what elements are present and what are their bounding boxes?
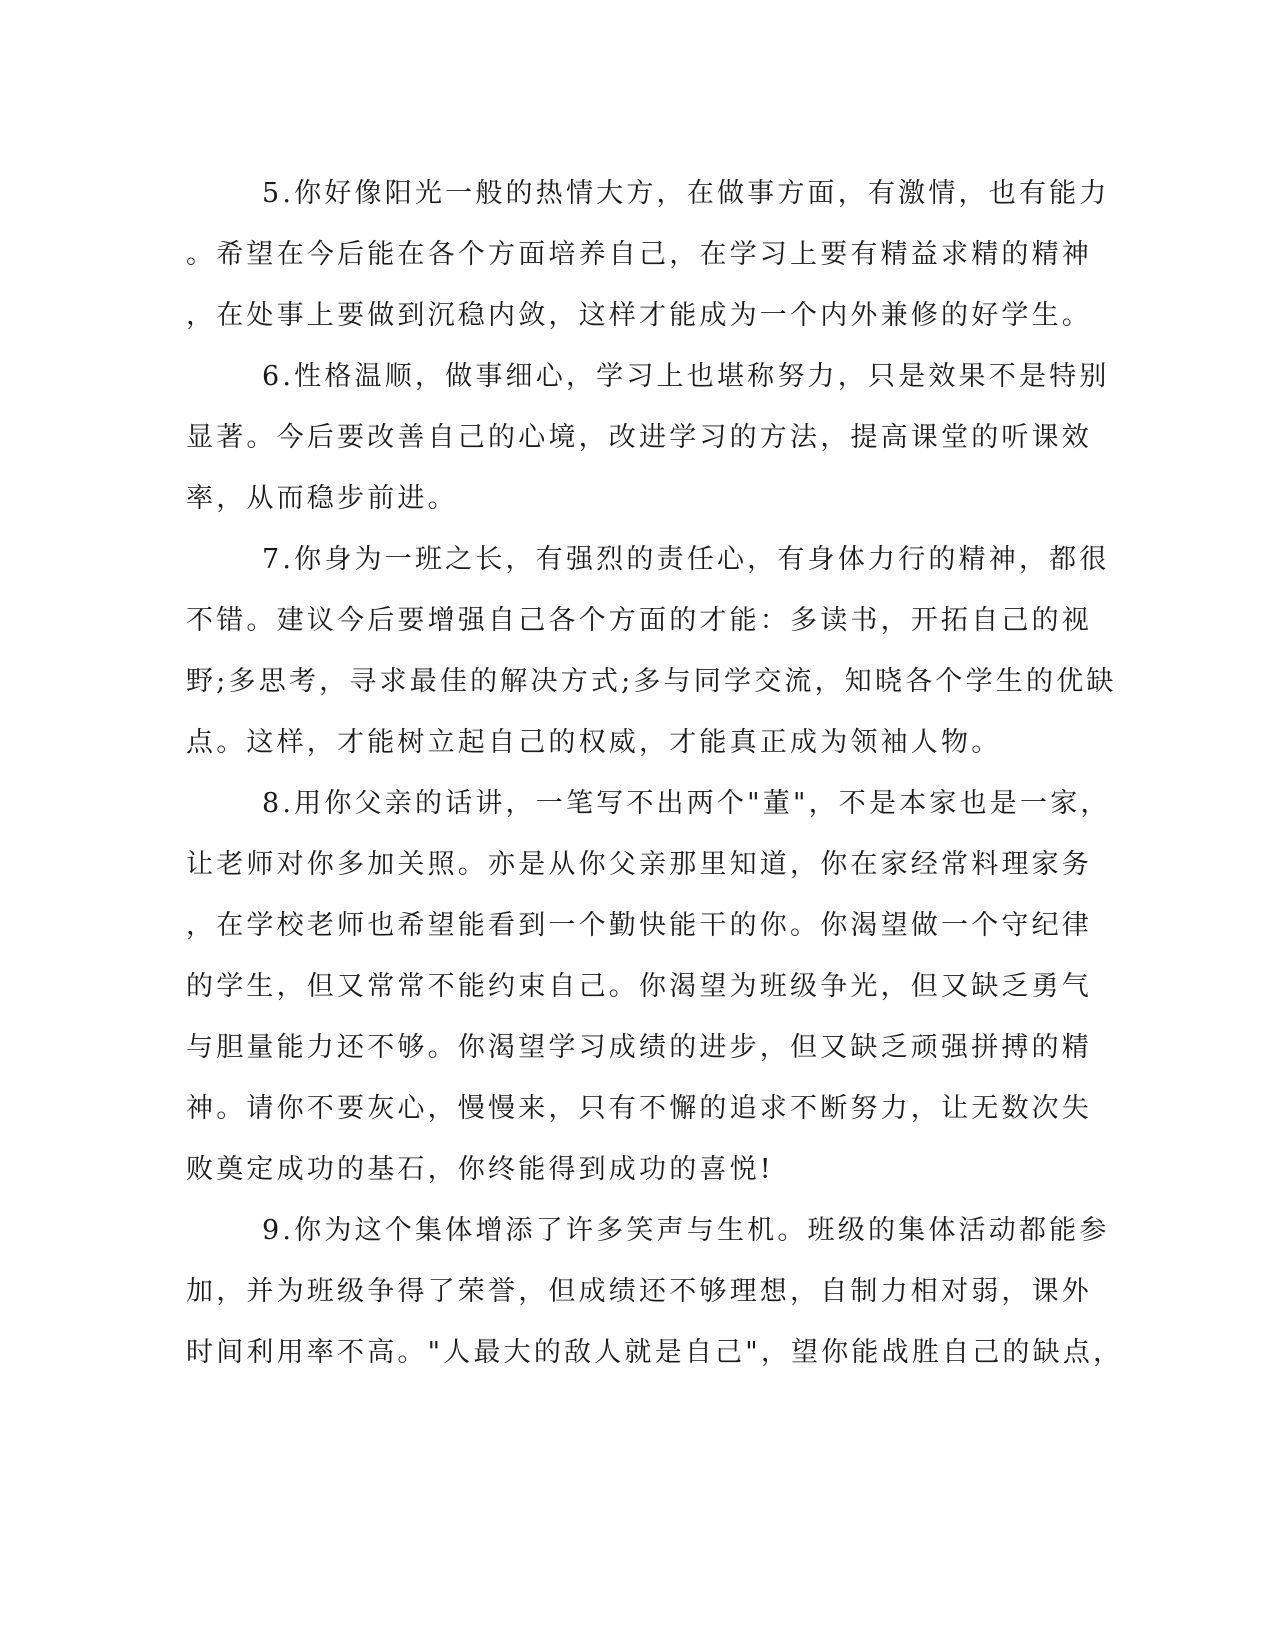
- text-line: 神。请你不要灰心，慢慢来，只有不懈的追求不断努力，让无数次失: [186, 1093, 1092, 1124]
- text-line: 5.你好像阳光一般的热情大方，在做事方面，有激情，也有能力: [262, 178, 1110, 209]
- text-line: 的学生，但又常常不能约束自己。你渴望为班级争光，但又缺乏勇气: [186, 971, 1092, 1002]
- paragraph-7: [186, 529, 1117, 773]
- text-line: 率，从而稳步前进。: [186, 483, 458, 514]
- text-line: ，在学校老师也希望能看到一个勤快能干的你。你渴望做一个守纪律: [186, 910, 1092, 941]
- text-line: 野;多思考，寻求最佳的解决方式;多与同学交流，知晓各个学生的优缺: [186, 666, 1117, 697]
- text-line: 让老师对你多加关照。亦是从你父亲那里知道，你在家经常料理家务: [186, 849, 1092, 880]
- text-line: 与胆量能力还不够。你渴望学习成绩的进步，但又缺乏顽强拼搏的精: [186, 1032, 1092, 1063]
- text-line: 加，并为班级争得了荣誉，但成绩还不够理想，自制力相对弱，课外: [186, 1276, 1092, 1307]
- paragraph-5: [186, 163, 1110, 346]
- text-line: 败奠定成功的基石，你终能得到成功的喜悦!: [186, 1154, 774, 1185]
- text-line: ，在处事上要做到沉稳内敛，这样才能成为一个内外兼修的好学生。: [186, 300, 1092, 331]
- text-line: 不错。建议今后要增强自己各个方面的才能：多读书，开拓自己的视: [186, 605, 1092, 636]
- document-body: [186, 163, 1124, 1383]
- text-line: 7.你身为一班之长，有强烈的责任心，有身体力行的精神，都很: [262, 544, 1110, 575]
- text-line: 点。这样，才能树立起自己的权威，才能真正成为领袖人物。: [186, 727, 1002, 758]
- paragraph-8: [186, 773, 1111, 1200]
- text-line: 8.用你父亲的话讲，一笔写不出两个"董"，不是本家也是一家，: [262, 788, 1111, 819]
- text-line: 时间利用率不高。"人最大的敌人就是自己"，望你能战胜自己的缺点，: [186, 1337, 1124, 1368]
- paragraph-6: [186, 346, 1110, 529]
- text-line: 6.性格温顺，做事细心，学习上也堪称努力，只是效果不是特别: [262, 361, 1110, 392]
- paragraph-9: [186, 1200, 1124, 1383]
- text-line: 显著。今后要改善自己的心境，改进学习的方法，提高课堂的听课效: [186, 422, 1092, 453]
- text-line: 。希望在今后能在各个方面培养自己，在学习上要有精益求精的精神: [186, 239, 1092, 270]
- text-line: 9.你为这个集体增添了许多笑声与生机。班级的集体活动都能参: [262, 1215, 1110, 1246]
